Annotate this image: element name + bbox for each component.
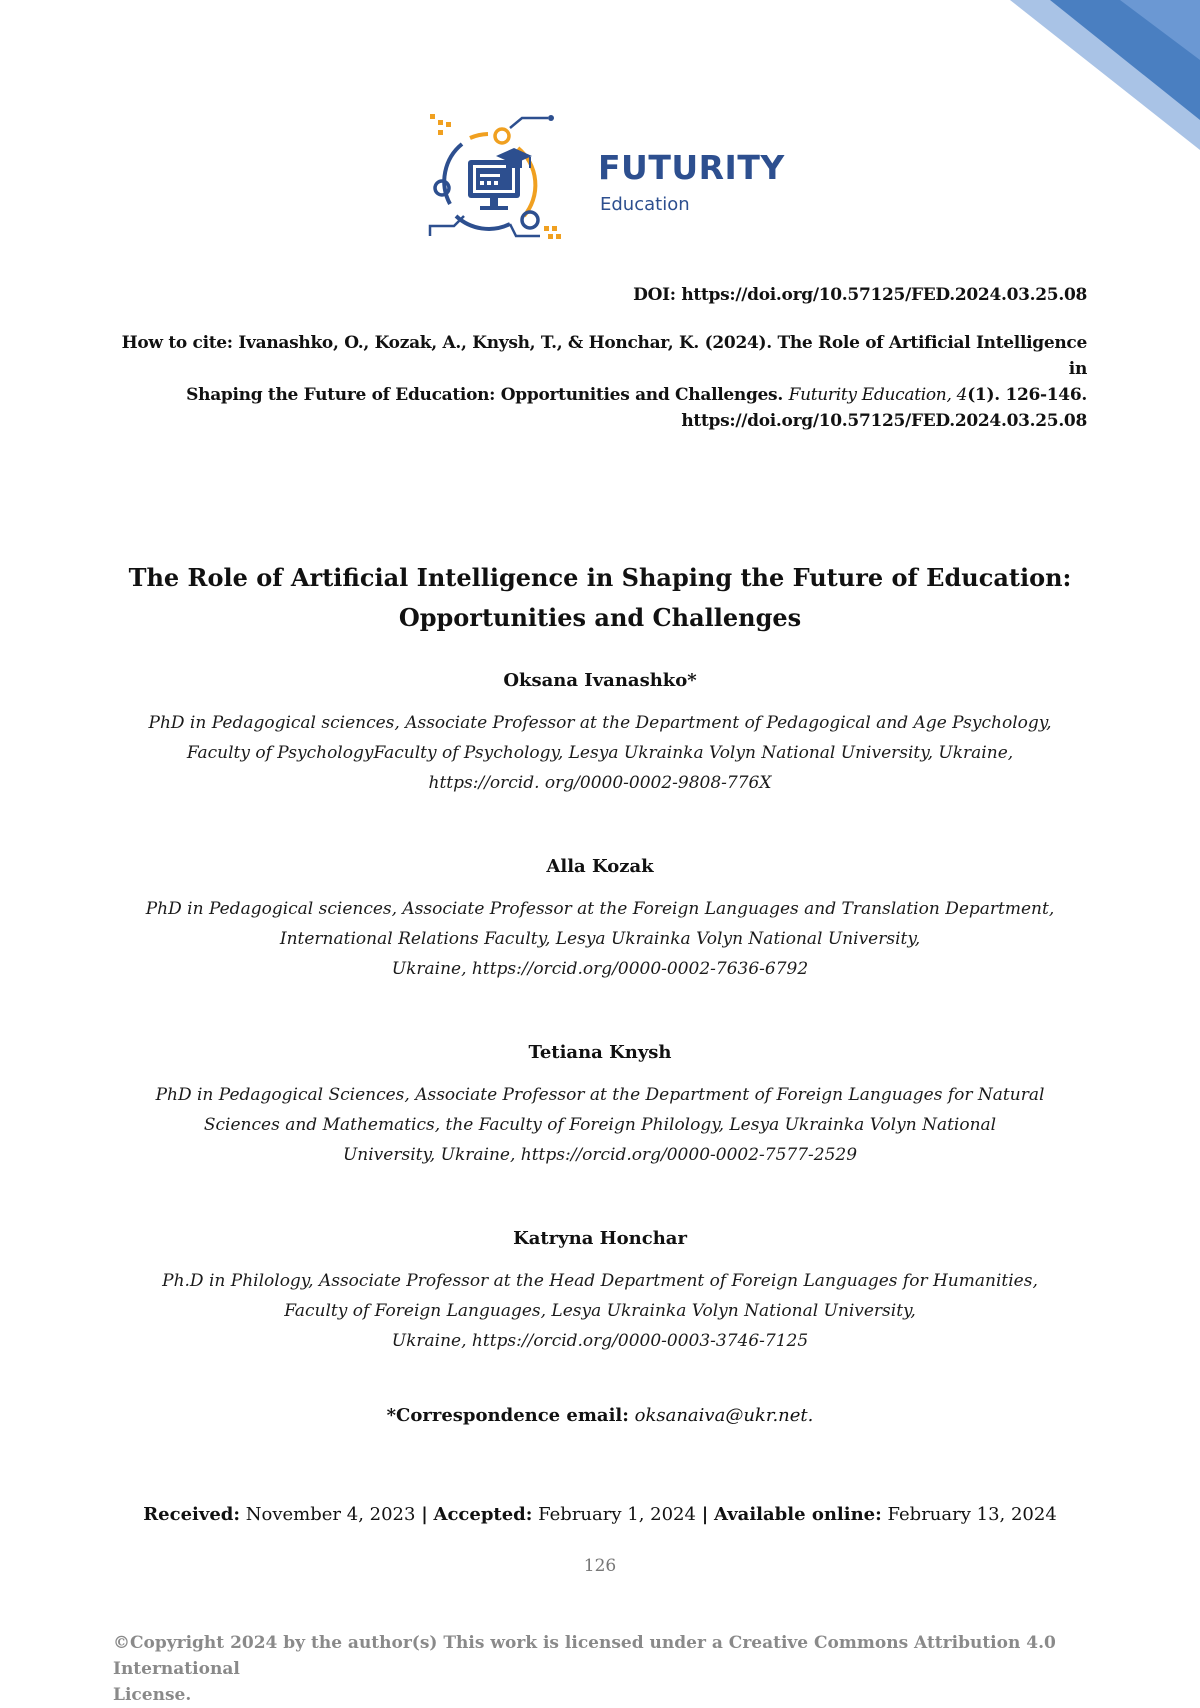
- correspondence-email[interactable]: oksanaiva@ukr.net.: [634, 1405, 814, 1426]
- correspondence-line: [0, 1405, 1200, 1426]
- orcid-link[interactable]: https://orcid. org/0000-0002-9808-776X: [428, 773, 772, 793]
- author-affiliation: [0, 894, 1200, 984]
- affiliation-line: PhD in Pedagogical sciences, Associate Professor at the Foreign Languages and Translation Department,: [145, 899, 1055, 919]
- author-name: Oksana Ivanashko*: [503, 670, 697, 691]
- title-line-1: The Role of Artificial Intelligence in Shaping the Future of Education:: [128, 563, 1072, 592]
- author-name: Katryna Honchar: [513, 1228, 687, 1249]
- orcid-link[interactable]: Ukraine, https://orcid.org/0000-0002-7636-6792: [391, 959, 809, 979]
- author-affiliation: [0, 708, 1200, 798]
- logo-emblem-icon: [420, 108, 580, 253]
- affiliation-line: Faculty of Foreign Languages, Lesya Ukrainka Volyn National University,: [284, 1301, 916, 1321]
- affiliation-line: Ph.D in Philology, Associate Professor at the Head Department of Foreign Languages for Humanities,: [162, 1271, 1038, 1291]
- accepted-date: February 1, 2024: [538, 1504, 696, 1525]
- copyright-notice: [113, 1630, 1123, 1708]
- received-label: Received:: [143, 1504, 241, 1525]
- citation-issue-pages: (1). 126-146.: [967, 385, 1087, 405]
- affiliation-line: Sciences and Mathematics, the Faculty of Foreign Philology, Lesya Ukrainka Volyn National: [203, 1115, 997, 1135]
- doi-line[interactable]: DOI: https://doi.org/10.57125/FED.2024.03.25.08: [633, 285, 1087, 305]
- logo-subtitle: Education: [600, 194, 690, 215]
- online-date: February 13, 2024: [887, 1504, 1057, 1525]
- author-name: Alla Kozak: [546, 856, 654, 877]
- author-affiliation: [0, 1266, 1200, 1356]
- article-title: [0, 558, 1200, 638]
- publication-dates: [0, 1504, 1200, 1525]
- citation-doi-link[interactable]: https://doi.org/10.57125/FED.2024.03.25.08: [681, 411, 1087, 431]
- author-name: Tetiana Knysh: [528, 1042, 672, 1063]
- citation-line-2: [107, 382, 1087, 408]
- affiliation-line: PhD in Pedagogical Sciences, Associate Professor at the Department of Foreign Languages for Natural: [155, 1085, 1045, 1105]
- citation-title: Shaping the Future of Education: Opportunities and Challenges.: [186, 385, 783, 405]
- affiliation-line: PhD in Pedagogical sciences, Associate Professor at the Department of Pedagogical and Age Psychology,: [148, 713, 1052, 733]
- copyright-line-1: ©Copyright 2024 by the author(s) This work is licensed under a Creative Commons Attribution 4.0 International: [113, 1633, 1056, 1679]
- citation-journal: Futurity Education, 4: [788, 385, 968, 405]
- date-separator: |: [421, 1504, 428, 1525]
- page-number: 126: [583, 1556, 617, 1576]
- date-separator: |: [701, 1504, 709, 1525]
- citation-block: [107, 330, 1087, 434]
- online-label: Available online:: [713, 1504, 882, 1525]
- author-affiliation: [0, 1080, 1200, 1170]
- orcid-link[interactable]: University, Ukraine, https://orcid.org/0000-0002-7577-2529: [342, 1145, 858, 1165]
- citation-line-1: How to cite: Ivanashko, O., Kozak, A., Knysh, T., & Honchar, K. (2024). The Role of Artificial Intelligence in: [121, 333, 1087, 379]
- affiliation-line: Faculty of PsychologyFaculty of Psychology, Lesya Ukrainka Volyn National University, Ukraine,: [186, 743, 1014, 763]
- title-line-2: Opportunities and Challenges: [398, 603, 802, 632]
- corner-decoration: [970, 0, 1200, 150]
- affiliation-line: International Relations Faculty, Lesya Ukrainka Volyn National University,: [279, 929, 921, 949]
- logo-wordmark: FUTURITY: [598, 148, 785, 187]
- accepted-label: Accepted:: [433, 1504, 533, 1525]
- copyright-line-2: License.: [113, 1685, 192, 1705]
- correspondence-label: *Correspondence email:: [386, 1405, 629, 1426]
- received-date: November 4, 2023: [245, 1504, 416, 1525]
- orcid-link[interactable]: Ukraine, https://orcid.org/0000-0003-3746-7125: [391, 1331, 809, 1351]
- futurity-education-logo: [420, 108, 800, 253]
